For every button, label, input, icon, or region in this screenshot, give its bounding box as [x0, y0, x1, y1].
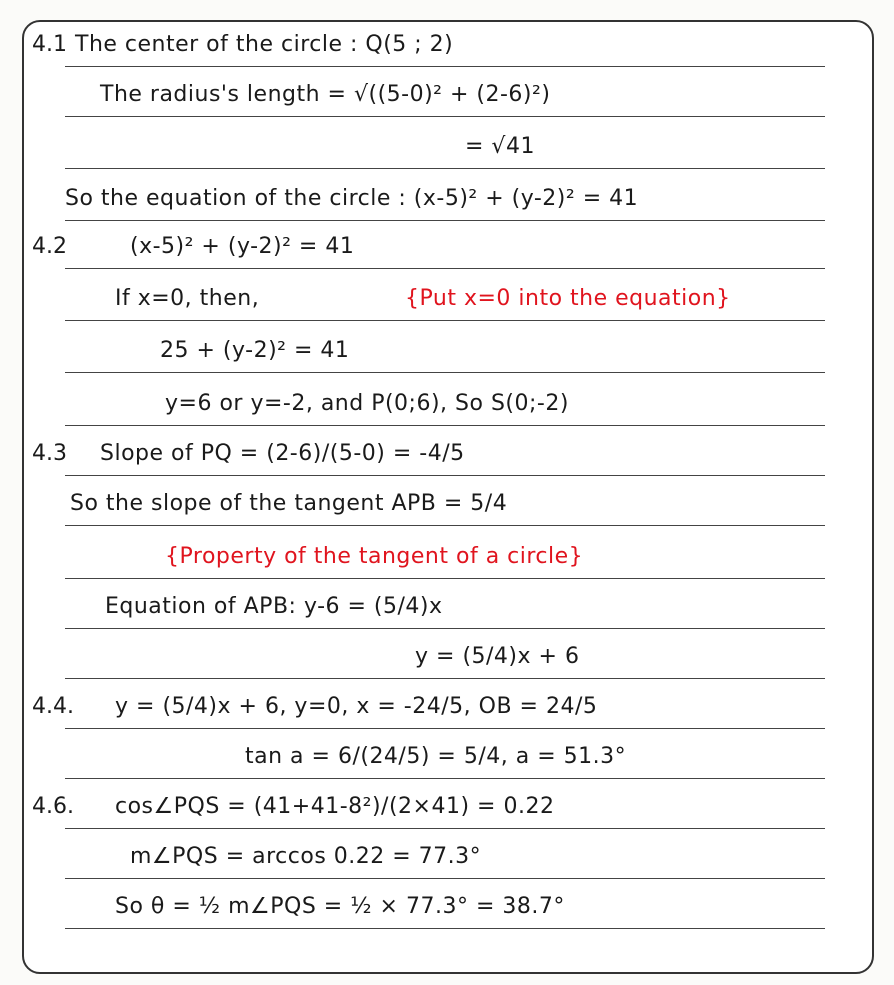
ruled-line	[65, 678, 825, 679]
ruled-line	[65, 628, 825, 629]
ruled-line	[65, 728, 825, 729]
solution-text: cos∠PQS = (41+41-8²)/(2×41) = 0.22	[115, 794, 555, 819]
ruled-line	[65, 778, 825, 779]
annotation-note: {Property of the tangent of a circle}	[165, 544, 584, 569]
ruled-line	[65, 828, 825, 829]
ruled-line	[65, 116, 825, 117]
solution-text: y = (5/4)x + 6, y=0, x = -24/5, OB = 24/5	[115, 694, 598, 719]
solution-text: If x=0, then,	[115, 286, 260, 311]
annotation-note: {Put x=0 into the equation}	[405, 286, 731, 311]
solution-text: Equation of APB: y-6 = (5/4)x	[105, 594, 443, 619]
solution-text: (x-5)² + (y-2)² = 41	[130, 234, 355, 259]
question-number: 4.6.	[32, 794, 74, 819]
solution-text: 25 + (y-2)² = 41	[160, 338, 350, 363]
ruled-line	[65, 168, 825, 169]
solution-text: So θ = ½ m∠PQS = ½ × 77.3° = 38.7°	[115, 894, 565, 919]
question-number: 4.4.	[32, 694, 74, 719]
solution-text: y = (5/4)x + 6	[415, 644, 580, 669]
solution-text: The center of the circle : Q(5 ; 2)	[75, 32, 454, 57]
ruled-line	[65, 220, 825, 221]
ruled-line	[65, 425, 825, 426]
ruled-line	[65, 578, 825, 579]
solution-text: = √41	[465, 134, 535, 159]
ruled-line	[65, 268, 825, 269]
ruled-line	[65, 525, 825, 526]
solution-text: So the slope of the tangent APB = 5/4	[70, 491, 508, 516]
solution-text: Slope of PQ = (2-6)/(5-0) = -4/5	[100, 441, 465, 466]
solution-text: The radius's length = √((5-0)² + (2-6)²)	[100, 82, 551, 107]
solution-text: tan a = 6/(24/5) = 5/4, a = 51.3°	[245, 744, 627, 769]
ruled-line	[65, 928, 825, 929]
solution-text: So the equation of the circle : (x-5)² + (y-2)² = 41	[65, 186, 639, 211]
ruled-line	[65, 66, 825, 67]
ruled-line	[65, 372, 825, 373]
solution-text: m∠PQS = arccos 0.22 = 77.3°	[130, 844, 482, 869]
ruled-line	[65, 878, 825, 879]
question-number: 4.3	[32, 441, 67, 466]
ruled-line	[65, 475, 825, 476]
question-number: 4.2	[32, 234, 67, 259]
question-number: 4.1	[32, 32, 67, 57]
solution-text: y=6 or y=-2, and P(0;6), So S(0;-2)	[165, 391, 569, 416]
ruled-line	[65, 320, 825, 321]
